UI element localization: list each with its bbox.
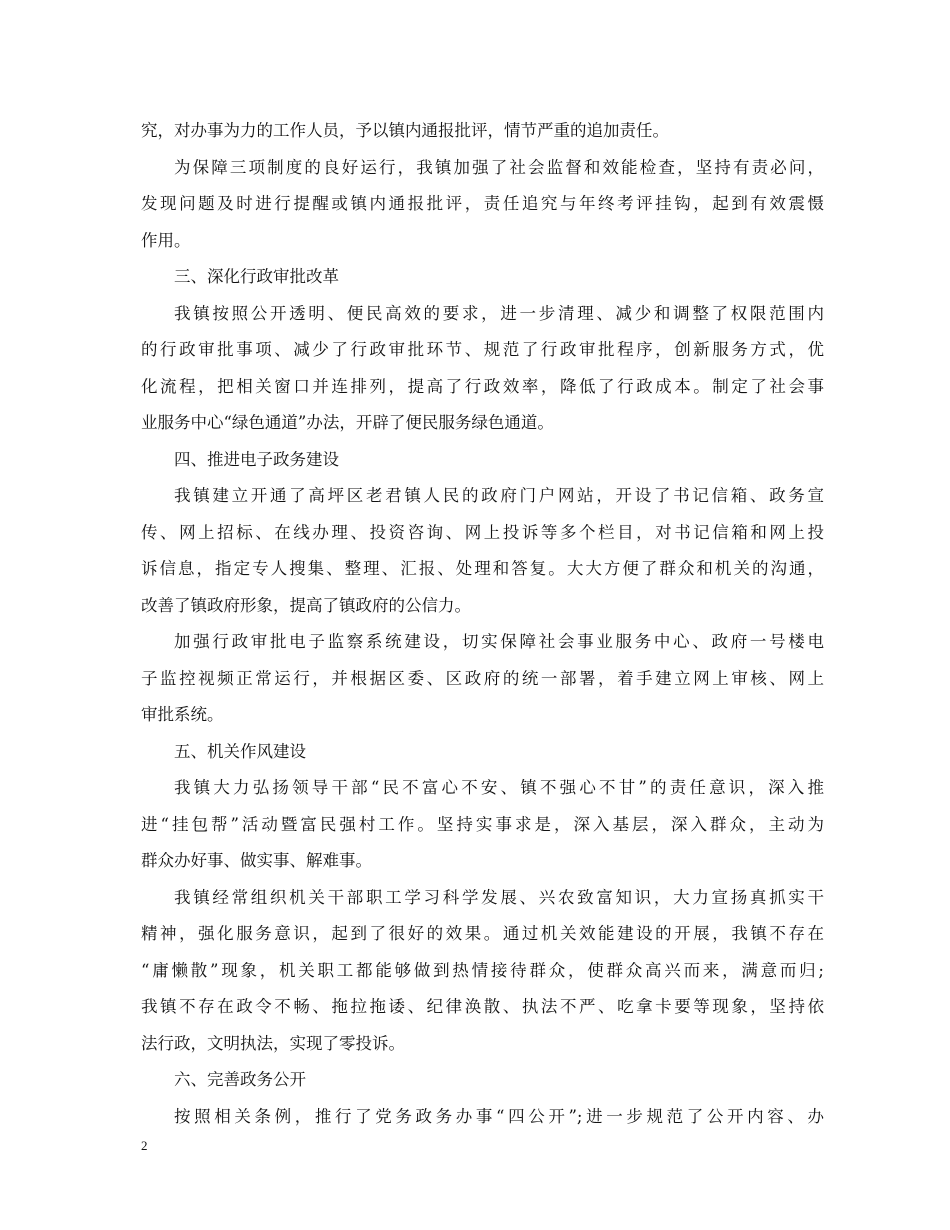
text-line: 群众办好事、做实事、解难事。 (141, 851, 372, 870)
text-line: 化流程，把相关窗口并连排列，提高了行政效率，降低了行政成本。制定了社会事 (141, 376, 824, 396)
text-line: 按照相关条例，推行了党务政务办事“四公开”;进一步规范了公开内容、办 (174, 1106, 824, 1126)
text-line: 五、机关作风建设 (174, 741, 306, 761)
text-line: 改善了镇政府形象，提高了镇政府的公信力。 (141, 595, 471, 615)
text-line: “庸懒散”现象，机关职工都能够做到热情接待群众，使群众高兴而来，满意而归; (141, 960, 824, 980)
text-line: 作用。 (141, 230, 191, 250)
text-line: 加强行政审批电子监察系统建设，切实保障社会事业服务中心、政府一号楼电 (174, 632, 824, 651)
document-body (141, 113, 824, 1135)
text-line: 子监控视频正常运行，并根据区委、区政府的统一部署，着手建立网上审核、网上 (141, 668, 824, 688)
text-line: 法行政，文明执法，实现了零投诉。 (141, 1033, 405, 1053)
text-line: 传、网上招标、在线办理、投资咨询、网上投诉等多个栏目，对书记信箱和网上投 (141, 522, 824, 542)
text-line: 的行政审批事项、减少了行政审批环节、规范了行政审批程序，创新服务方式，优 (141, 340, 824, 359)
text-line: 发现问题及时进行提醒或镇内通报批评，责任追究与年终考评挂钩，起到有效震慑 (141, 194, 824, 213)
text-line: 我镇按照公开透明、便民高效的要求，进一步清理、减少和调整了权限范围内 (174, 303, 824, 323)
text-line: 我镇不存在政令不畅、拖拉拖诿、纪律涣散、执法不严、吃拿卡要等现象，坚持依 (141, 997, 824, 1016)
text-line: 我镇建立开通了高坪区老君镇人民的政府门户网站，开设了书记信箱、政务宣 (174, 486, 824, 505)
text-line: 究，对办事为力的工作人员，予以镇内通报批评，情节严重的追加责任。 (141, 121, 669, 140)
text-line: 进“挂包帮”活动暨富民强村工作。坚持实事求是，深入基层，深入群众，主动为 (141, 814, 824, 834)
text-line: 审批系统。 (141, 705, 224, 724)
text-line: 三、深化行政审批改革 (174, 267, 339, 286)
text-line: 为保障三项制度的良好运行，我镇加强了社会监督和效能检查，坚持有责必问， (174, 157, 824, 177)
text-line: 我镇经常组织机关干部职工学习科学发展、兴农致富知识，大力宣扬真抓实干 (174, 887, 824, 907)
text-line: 六、完善政务公开 (174, 1070, 306, 1089)
text-line: 我镇大力弘扬领导干部“民不富心不安、镇不强心不甘”的责任意识，深入推 (174, 778, 824, 797)
text-line: 诉信息，指定专人搜集、整理、汇报、处理和答复。大大方便了群众和机关的沟通， (141, 559, 824, 578)
text-line: 四、推进电子政务建设 (174, 449, 339, 469)
text-line: 业服务中心“绿色通道”办法，开辟了便民服务绿色通道。 (141, 413, 554, 432)
text-line: 精神，强化服务意识，起到了很好的效果。通过机关效能建设的开展，我镇不存在 (141, 924, 824, 943)
page-number: 2 (141, 1138, 148, 1153)
